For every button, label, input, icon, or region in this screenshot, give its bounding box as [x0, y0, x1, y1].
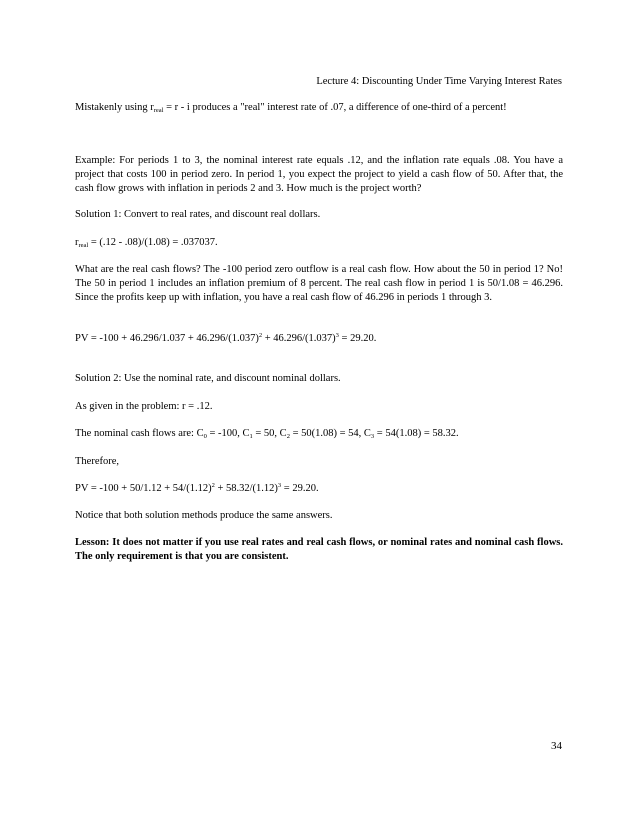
pv-nom-part-a: PV = -100 + 50/1.12 + 54/(1.12) [75, 483, 212, 494]
pv-real-part-b: + 46.296/(1.037) [262, 333, 336, 344]
pv-real-part-a: PV = -100 + 46.296/1.037 + 46.296/(1.037) [75, 333, 259, 344]
page-number: 34 [551, 740, 562, 752]
pv-real-part-c: = 29.20. [338, 333, 377, 344]
pv-nom-exp-2: 2 [211, 482, 215, 489]
c2-subscript: 2 [286, 433, 290, 440]
mistake-text-post: = r - i produces a "real" interest rate of .07, a difference of one-third of a percent! [163, 102, 507, 113]
c0-subscript: 0 [203, 433, 207, 440]
pv-nominal-equation [75, 482, 563, 496]
c3-subscript: 3 [370, 433, 375, 440]
flows-part-b: = -100, C [206, 428, 250, 439]
mistake-note [75, 101, 563, 115]
nominal-cash-flows [75, 427, 563, 441]
pv-nom-exp-3: 3 [277, 482, 282, 489]
lesson-paragraph: Lesson: It does not matter if you use real rates and real cash flows, or nominal rates and nominal cash flows. The only requirement is that you are consistent. [75, 537, 563, 562]
rreal-pre: r [75, 237, 79, 248]
rreal-post: = (.12 - .08)/(1.08) = .037037. [88, 237, 218, 248]
flows-part-c: = 50, C [252, 428, 287, 439]
flows-part-e: = 54(1.08) = 58.32. [374, 428, 459, 439]
pv-nom-part-b: + 58.32/(1.12) [214, 483, 278, 494]
pv-real-exp-3: 3 [335, 332, 339, 339]
real-cash-flows-paragraph: What are the real cash flows? The -100 period zero outflow is a real cash flow. How about the 50 in period 1? No! The 50 in period 1 includes an inflation premium of 8 percent. The real cash flow in period 1 is 50/1.08 = 46.296. Since the profits keep up with inflation, you have a real cash flow of 46.296 in periods 1 through 3. [75, 264, 563, 303]
mistake-text-pre: Mistakenly using r [75, 102, 154, 113]
pv-real-equation [75, 332, 563, 346]
rreal-subscript: real [78, 242, 89, 249]
flows-part-d: = 50(1.08) = 54, C [289, 428, 371, 439]
solution-1-title: Solution 1: Convert to real rates, and discount real dollars. [75, 209, 321, 220]
therefore-text: Therefore, [75, 456, 120, 467]
real-subscript: real [153, 107, 164, 114]
pv-nom-part-c: = 29.20. [281, 483, 319, 494]
solution-2-title: Solution 2: Use the nominal rate, and discount nominal dollars. [75, 373, 341, 384]
example-paragraph: Example: For periods 1 to 3, the nominal interest rate equals .12, and the inflation rate equals .08. You have a project that costs 100 in period zero. In period 1, you expect the project to yield a cash flow of 50. After that, the cash flow grows with inflation in periods 2 and 3. How much is the project worth? [75, 155, 563, 194]
real-rate-equation [75, 236, 563, 250]
notice-text: Notice that both solution methods produce the same answers. [75, 510, 333, 521]
flows-part-a: The nominal cash flows are: C [75, 428, 204, 439]
running-header: Lecture 4: Discounting Under Time Varying Interest Rates [316, 76, 562, 87]
c1-subscript: 1 [249, 433, 253, 440]
given-rate: As given in the problem: r = .12. [75, 401, 213, 412]
pv-real-exp-2: 2 [258, 332, 263, 339]
